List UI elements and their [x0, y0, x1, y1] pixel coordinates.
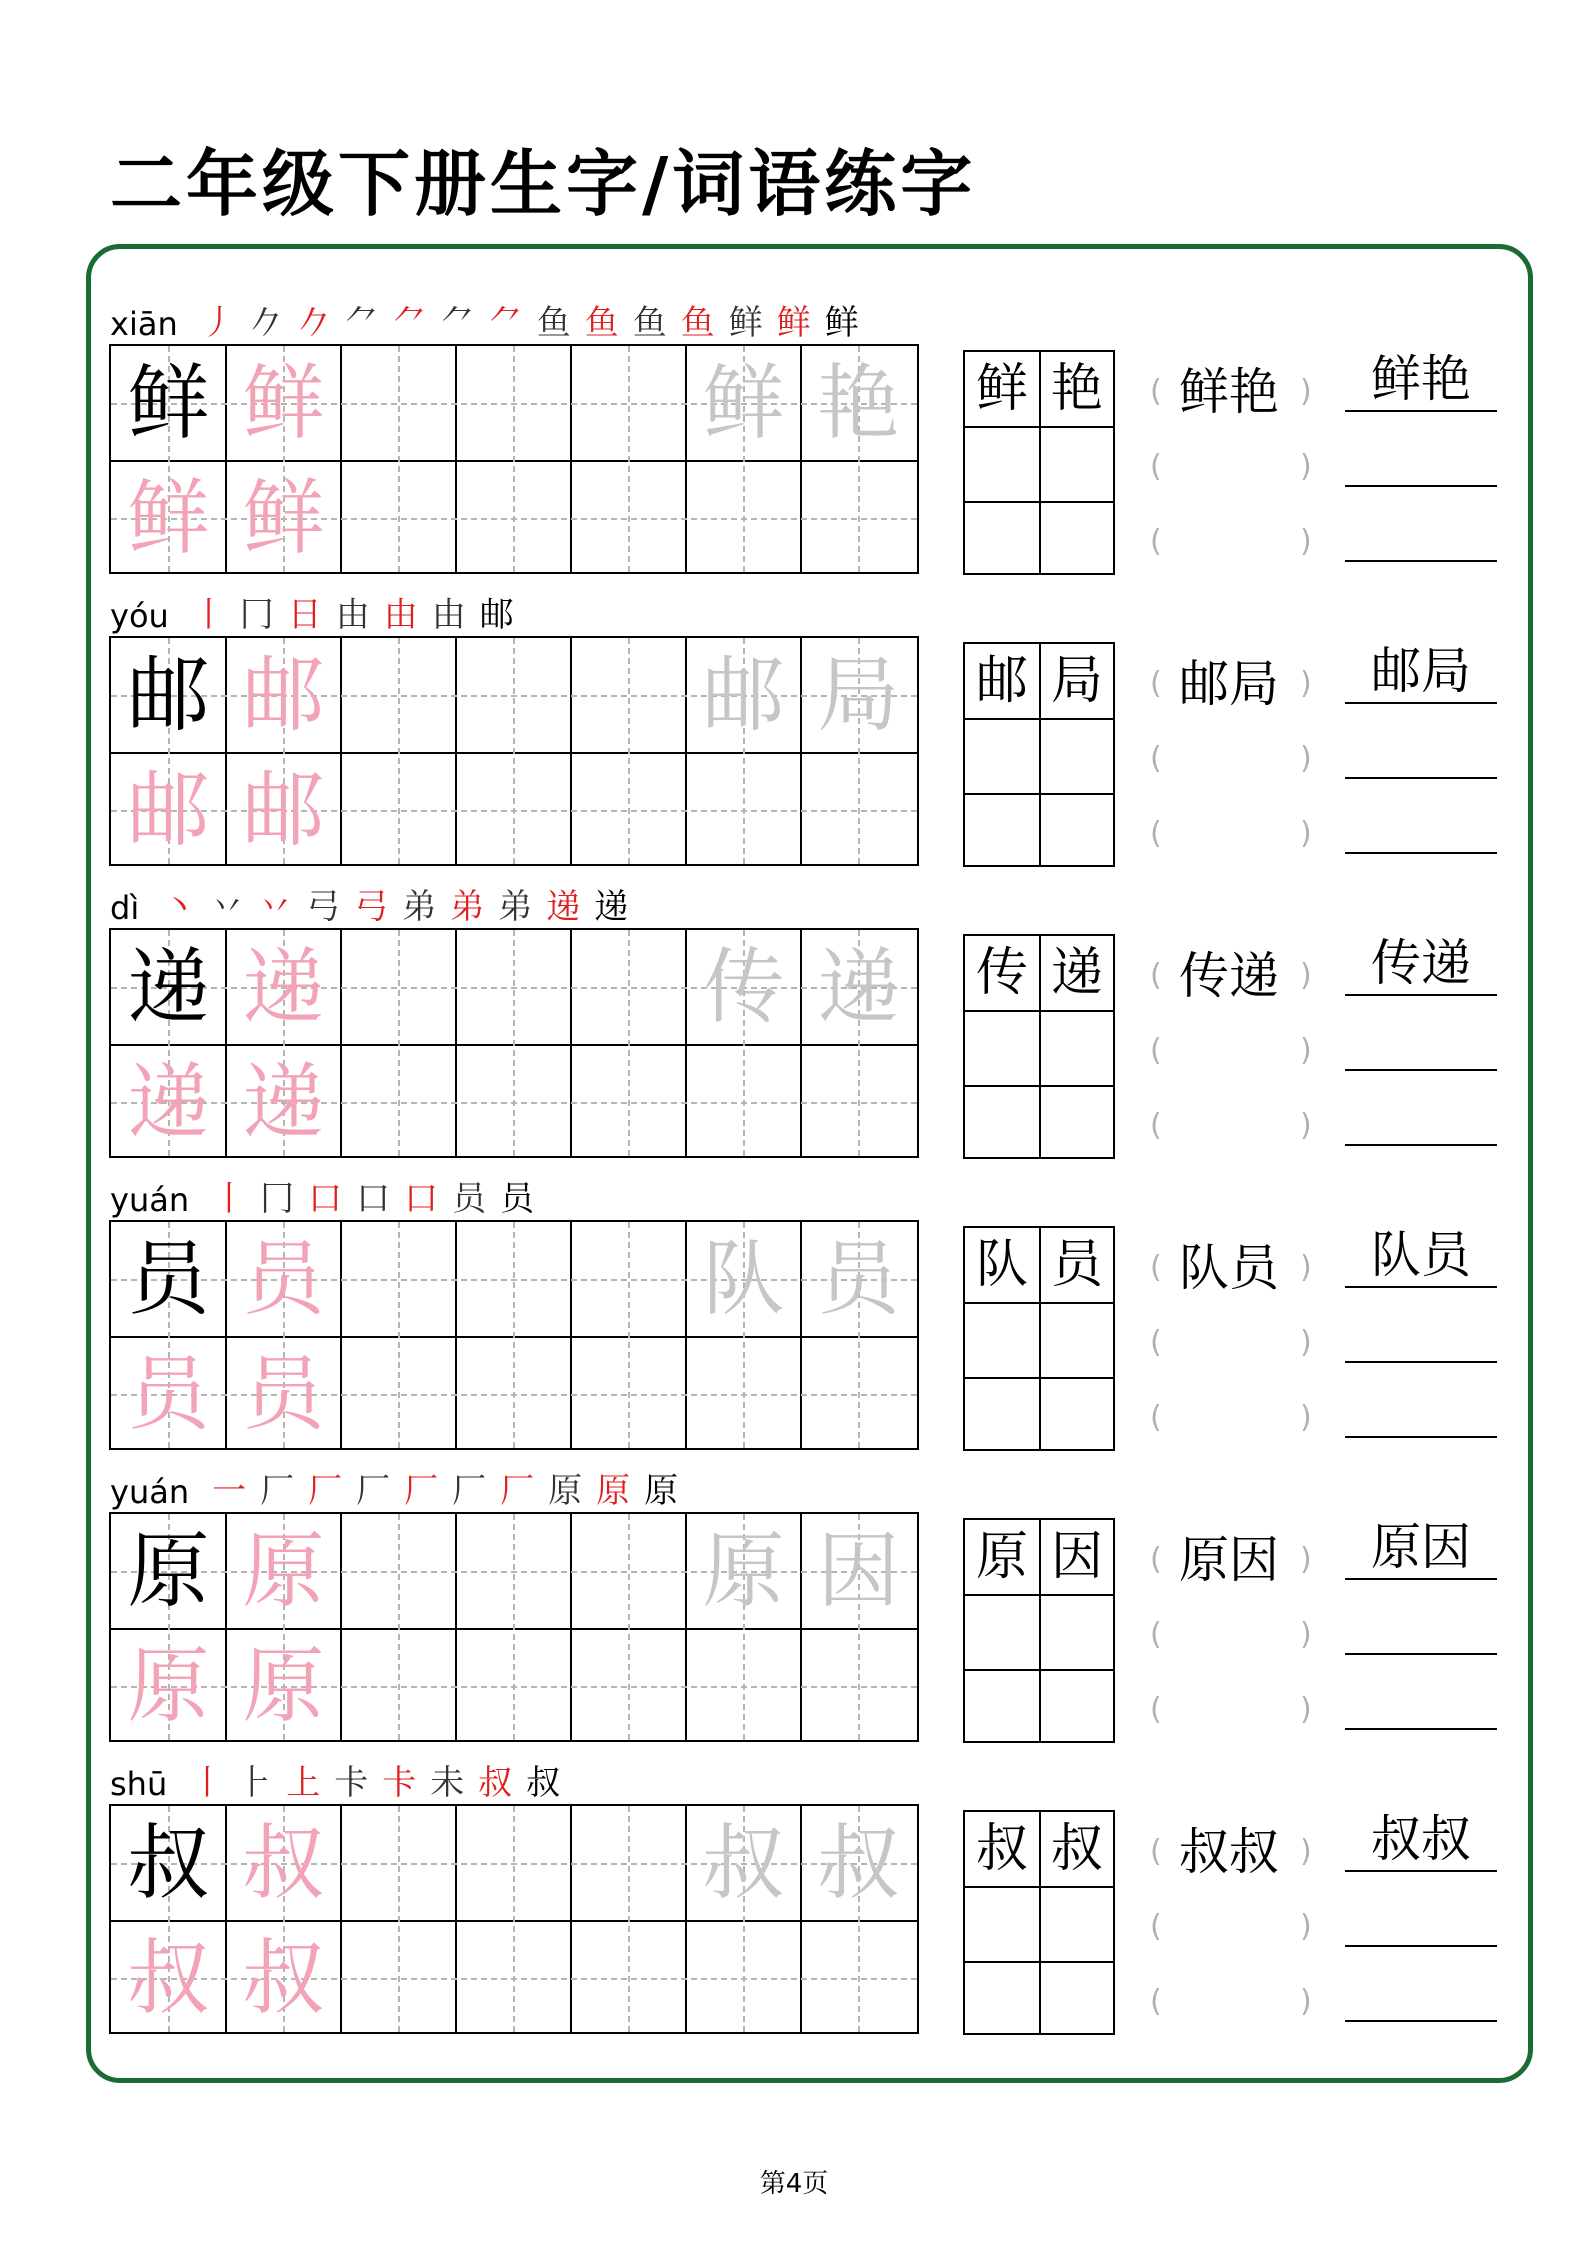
guide-line: [628, 1514, 630, 1740]
write-line: [1345, 560, 1497, 562]
word-trace-character: 叔: [817, 1815, 900, 1911]
writing-grid: [109, 928, 919, 1158]
underline-word: 原因: [1371, 1518, 1471, 1576]
writing-grid: [109, 1220, 919, 1450]
trace-character: 邮: [242, 647, 325, 743]
stroke-step: 员: [500, 1179, 535, 1219]
grid-line: [965, 501, 1113, 503]
stroke-step: ⺊: [238, 1763, 273, 1803]
page-number: 第4页: [759, 2169, 829, 2199]
bracket-right: ): [1300, 1325, 1312, 1360]
stroke-step: 未: [430, 1763, 465, 1803]
grid-line: [455, 1222, 457, 1448]
word-trace-character: 艳: [817, 355, 900, 451]
word-box-character: 因: [1050, 1527, 1103, 1587]
write-line: [1345, 485, 1497, 487]
word-trace-character: 传: [702, 939, 785, 1035]
stroke-step: 鲜: [728, 303, 763, 343]
trace-character: 鲜: [242, 355, 325, 451]
stroke-step: 𠂊: [248, 303, 283, 343]
stroke-order: [205, 1471, 685, 1511]
stroke-step: 鱼: [584, 303, 619, 343]
bracket-left: (: [1150, 741, 1162, 776]
pinyin-label: yuán: [110, 1181, 190, 1219]
stroke-step: 鱼: [632, 303, 667, 343]
bracket-right: ): [1300, 1250, 1312, 1285]
word-box-character: 队: [975, 1235, 1028, 1295]
stroke-step: 叔: [478, 1763, 513, 1803]
stroke-step: 上: [286, 1763, 321, 1803]
trace-character: 递: [127, 1054, 210, 1150]
trace-character: 邮: [127, 762, 210, 858]
grid-line: [455, 1806, 457, 2032]
write-line: [1345, 994, 1497, 996]
stroke-step: 弟: [498, 887, 533, 927]
underline-word: 传递: [1371, 934, 1471, 992]
trace-character: 叔: [127, 1930, 210, 2026]
grid-line: [965, 1961, 1113, 1963]
guide-line: [513, 1514, 515, 1740]
guide-line: [513, 930, 515, 1156]
pinyin-label: dì: [110, 889, 140, 927]
bracket-word: 队员: [1179, 1239, 1279, 1297]
underline-word: 叔叔: [1371, 1810, 1471, 1868]
bracket-left: (: [1150, 1400, 1162, 1435]
word-box-character: 员: [1050, 1235, 1103, 1295]
grid-line: [455, 1514, 457, 1740]
trace-character: 鲜: [127, 470, 210, 566]
stroke-step: 原: [548, 1471, 583, 1511]
trace-character: 原: [242, 1523, 325, 1619]
pinyin-row: [110, 866, 635, 927]
stroke-step: 口: [356, 1179, 391, 1219]
word-box-character: 鲜: [975, 359, 1028, 419]
word-box-character: 叔: [1050, 1819, 1103, 1879]
stroke-step: 丷: [258, 887, 293, 927]
stroke-order: [205, 1179, 541, 1219]
write-line: [1345, 1728, 1497, 1730]
bracket-word: 原因: [1179, 1531, 1279, 1589]
bracket-right: ): [1300, 666, 1312, 701]
stroke-step: 原: [644, 1471, 679, 1511]
guide-line: [398, 346, 400, 572]
guide-line: [628, 1806, 630, 2032]
word-trace-character: 鲜: [702, 355, 785, 451]
stroke-step: 厂: [404, 1471, 439, 1511]
stroke-step: 丶: [162, 887, 197, 927]
word-box: [963, 1518, 1115, 1743]
trace-character: 鲜: [242, 470, 325, 566]
stroke-step: 厂: [452, 1471, 487, 1511]
grid-line: [965, 1669, 1113, 1671]
character-block: [0, 574, 1588, 866]
stroke-order: [194, 303, 866, 343]
stroke-step: 递: [546, 887, 581, 927]
stroke-step: 口: [404, 1179, 439, 1219]
character-block: [0, 282, 1588, 574]
stroke-step: 卡: [334, 1763, 369, 1803]
grid-line: [455, 638, 457, 864]
stroke-step: ⺈: [344, 303, 379, 343]
stroke-order: [185, 595, 521, 635]
pinyin-label: shū: [110, 1765, 168, 1803]
stroke-step: 弟: [402, 887, 437, 927]
trace-character: 员: [242, 1346, 325, 1442]
pinyin-row: [110, 1742, 567, 1803]
word-box-character: 原: [975, 1527, 1028, 1587]
model-character: 递: [127, 939, 210, 1035]
write-line: [1345, 1069, 1497, 1071]
bracket-left: (: [1150, 1692, 1162, 1727]
bracket-left: (: [1150, 666, 1162, 701]
stroke-step: 口: [308, 1179, 343, 1219]
word-trace-character: 叔: [702, 1815, 785, 1911]
word-box: [963, 642, 1115, 867]
word-trace-character: 员: [817, 1231, 900, 1327]
pinyin-label: yuán: [110, 1473, 190, 1511]
word-trace-character: 邮: [702, 647, 785, 743]
bracket-right: ): [1300, 1108, 1312, 1143]
word-trace-character: 递: [817, 939, 900, 1035]
grid-line: [965, 1377, 1113, 1379]
trace-character: 叔: [242, 1815, 325, 1911]
stroke-step: 丿: [200, 303, 235, 343]
bracket-word: 叔叔: [1179, 1823, 1279, 1881]
stroke-step: 一: [212, 1471, 247, 1511]
bracket-left: (: [1150, 449, 1162, 484]
model-character: 叔: [127, 1815, 210, 1911]
write-line: [1345, 1144, 1497, 1146]
stroke-step: 鲜: [776, 303, 811, 343]
guide-line: [513, 638, 515, 864]
guide-line: [398, 1514, 400, 1740]
guide-line: [513, 346, 515, 572]
bracket-word: 鲜艳: [1179, 363, 1279, 421]
stroke-step: 𠂊: [296, 303, 331, 343]
grid-line: [965, 1085, 1113, 1087]
word-box-character: 局: [1050, 651, 1103, 711]
bracket-right: ): [1300, 1400, 1312, 1435]
trace-character: 原: [127, 1638, 210, 1734]
bracket-right: ): [1300, 1692, 1312, 1727]
write-line: [1345, 1870, 1497, 1872]
stroke-step: 鱼: [680, 303, 715, 343]
stroke-step: 由: [431, 595, 466, 635]
bracket-right: ): [1300, 958, 1312, 993]
bracket-right: ): [1300, 1033, 1312, 1068]
stroke-step: 日: [287, 595, 322, 635]
writing-grid: [109, 1512, 919, 1742]
bracket-left: (: [1150, 1325, 1162, 1360]
write-line: [1345, 1286, 1497, 1288]
word-box: [963, 350, 1115, 575]
bracket-left: (: [1150, 816, 1162, 851]
bracket-right: ): [1300, 816, 1312, 851]
grid-line: [570, 638, 572, 864]
stroke-step: 鲜: [824, 303, 859, 343]
stroke-order: [155, 887, 635, 927]
underline-word: 队员: [1371, 1226, 1471, 1284]
stroke-step: 卡: [382, 1763, 417, 1803]
word-box-character: 递: [1050, 943, 1103, 1003]
write-line: [1345, 702, 1497, 704]
underline-word: 邮局: [1371, 642, 1471, 700]
guide-line: [628, 1222, 630, 1448]
stroke-step: 丨: [190, 1763, 225, 1803]
bracket-right: ): [1300, 449, 1312, 484]
word-box: [963, 1810, 1115, 2035]
model-character: 员: [127, 1231, 210, 1327]
stroke-order: [183, 1763, 567, 1803]
stroke-step: 弓: [354, 887, 389, 927]
character-block: [0, 1158, 1588, 1450]
grid-line: [965, 1594, 1113, 1596]
grid-line: [570, 346, 572, 572]
bracket-left: (: [1150, 374, 1162, 409]
stroke-step: 冂: [239, 595, 274, 635]
write-line: [1345, 1361, 1497, 1363]
guide-line: [513, 1222, 515, 1448]
stroke-step: 厂: [500, 1471, 535, 1511]
stroke-step: 厂: [356, 1471, 391, 1511]
character-block: [0, 1450, 1588, 1742]
write-line: [1345, 777, 1497, 779]
write-line: [1345, 2020, 1497, 2022]
trace-character: 原: [242, 1638, 325, 1734]
grid-line: [570, 1806, 572, 2032]
guide-line: [628, 638, 630, 864]
bracket-left: (: [1150, 1033, 1162, 1068]
pinyin-row: [110, 1450, 685, 1511]
grid-line: [570, 1514, 572, 1740]
guide-line: [628, 930, 630, 1156]
writing-grid: [109, 636, 919, 866]
trace-character: 邮: [242, 762, 325, 858]
trace-character: 员: [242, 1231, 325, 1327]
bracket-left: (: [1150, 1250, 1162, 1285]
stroke-step: 员: [452, 1179, 487, 1219]
bracket-right: ): [1300, 1542, 1312, 1577]
bracket-right: ): [1300, 1617, 1312, 1652]
bracket-right: ): [1300, 1834, 1312, 1869]
grid-line: [965, 1886, 1113, 1888]
grid-line: [965, 718, 1113, 720]
bracket-word: 邮局: [1179, 655, 1279, 713]
pinyin-label: xiān: [110, 305, 178, 343]
bracket-left: (: [1150, 958, 1162, 993]
trace-character: 叔: [242, 1930, 325, 2026]
stroke-step: 冂: [260, 1179, 295, 1219]
pinyin-label: yóu: [110, 597, 169, 635]
write-line: [1345, 1436, 1497, 1438]
character-block: [0, 1742, 1588, 2034]
write-line: [1345, 1653, 1497, 1655]
guide-line: [398, 1806, 400, 2032]
stroke-step: 丷: [210, 887, 245, 927]
bracket-left: (: [1150, 1617, 1162, 1652]
word-box: [963, 1226, 1115, 1451]
stroke-step: 弟: [450, 887, 485, 927]
word-trace-character: 原: [702, 1523, 785, 1619]
model-character: 原: [127, 1523, 210, 1619]
writing-grid: [109, 1804, 919, 2034]
trace-character: 递: [242, 1054, 325, 1150]
stroke-step: ⺈: [392, 303, 427, 343]
stroke-step: 由: [335, 595, 370, 635]
word-trace-character: 因: [817, 1523, 900, 1619]
guide-line: [513, 1806, 515, 2032]
stroke-step: 厂: [308, 1471, 343, 1511]
stroke-step: 鱼: [536, 303, 571, 343]
stroke-step: 弓: [306, 887, 341, 927]
stroke-step: 叔: [526, 1763, 561, 1803]
grid-line: [455, 346, 457, 572]
bracket-right: ): [1300, 374, 1312, 409]
write-line: [1345, 852, 1497, 854]
model-character: 邮: [127, 647, 210, 743]
pinyin-row: [110, 574, 521, 635]
word-box-character: 传: [975, 943, 1028, 1003]
write-line: [1345, 1578, 1497, 1580]
trace-character: 员: [127, 1346, 210, 1442]
bracket-left: (: [1150, 1834, 1162, 1869]
stroke-step: ⺈: [488, 303, 523, 343]
bracket-left: (: [1150, 1108, 1162, 1143]
guide-line: [398, 638, 400, 864]
bracket-left: (: [1150, 1542, 1162, 1577]
word-box-character: 叔: [975, 1819, 1028, 1879]
guide-line: [398, 1222, 400, 1448]
write-line: [1345, 410, 1497, 412]
underline-word: 鲜艳: [1371, 350, 1471, 408]
bracket-left: (: [1150, 1984, 1162, 2019]
grid-line: [965, 1302, 1113, 1304]
stroke-step: 丨: [212, 1179, 247, 1219]
write-line: [1345, 1945, 1497, 1947]
grid-line: [570, 1222, 572, 1448]
model-character: 鲜: [127, 355, 210, 451]
word-box: [963, 934, 1115, 1159]
writing-grid: [109, 344, 919, 574]
bracket-right: ): [1300, 1909, 1312, 1944]
guide-line: [628, 346, 630, 572]
stroke-step: 邮: [479, 595, 514, 635]
stroke-step: 递: [594, 887, 629, 927]
bracket-right: ): [1300, 1984, 1312, 2019]
trace-character: 递: [242, 939, 325, 1035]
grid-line: [455, 930, 457, 1156]
bracket-right: ): [1300, 741, 1312, 776]
word-trace-character: 局: [817, 647, 900, 743]
guide-line: [398, 930, 400, 1156]
stroke-step: 丨: [191, 595, 226, 635]
stroke-step: ⺈: [440, 303, 475, 343]
page-title: 二年级下册生字/词语练字: [110, 142, 977, 226]
bracket-right: ): [1300, 524, 1312, 559]
stroke-step: 厂: [260, 1471, 295, 1511]
stroke-step: 原: [596, 1471, 631, 1511]
stroke-step: 由: [383, 595, 418, 635]
grid-line: [570, 930, 572, 1156]
pinyin-row: [110, 1158, 541, 1219]
bracket-left: (: [1150, 1909, 1162, 1944]
bracket-word: 传递: [1179, 947, 1279, 1005]
word-trace-character: 队: [702, 1231, 785, 1327]
grid-line: [965, 793, 1113, 795]
pinyin-row: [110, 282, 866, 343]
word-box-character: 艳: [1050, 359, 1103, 419]
grid-line: [965, 426, 1113, 428]
word-box-character: 邮: [975, 651, 1028, 711]
grid-line: [965, 1010, 1113, 1012]
bracket-left: (: [1150, 524, 1162, 559]
character-block: [0, 866, 1588, 1158]
